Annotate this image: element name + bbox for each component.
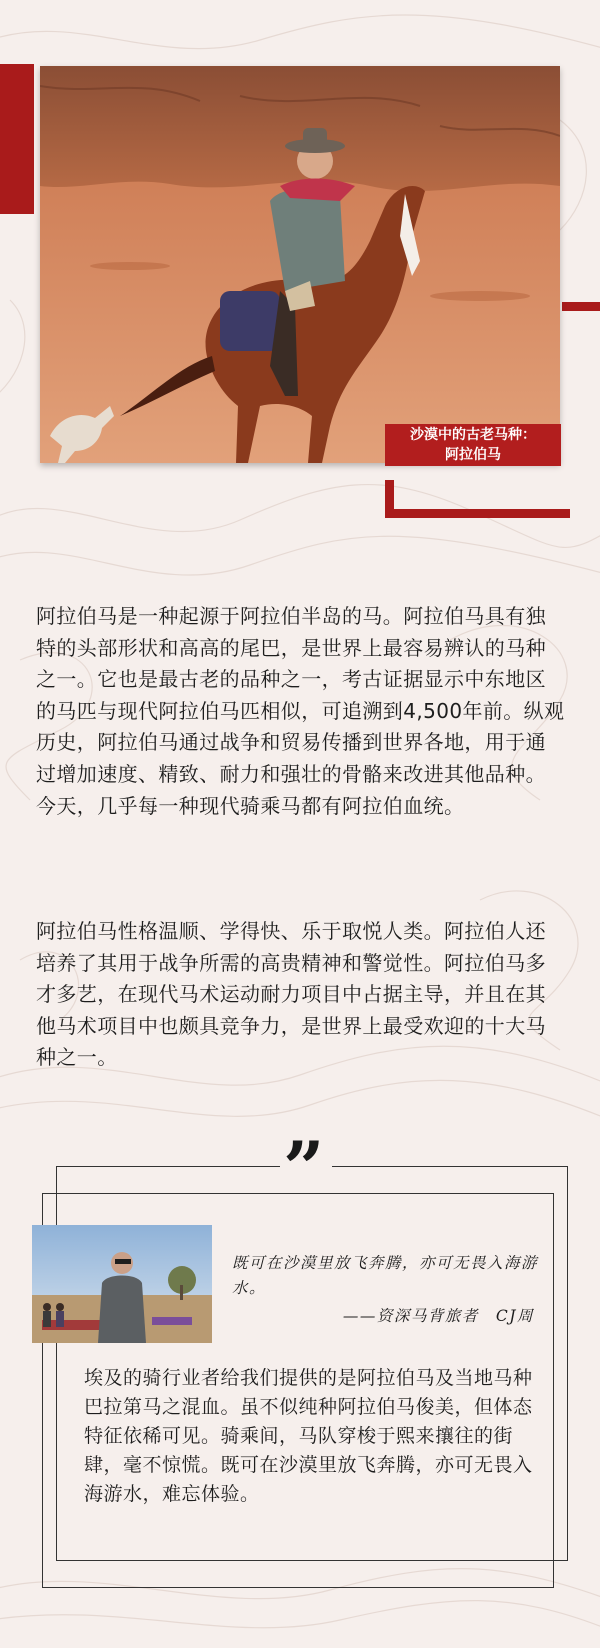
story-paragraph: 埃及的骑行业者给我们提供的是阿拉伯马及当地马种巴拉第马之混血。虽不似纯种阿拉伯马俊美，但体态特征依稀可见。骑乘间，马队穿梭于熙来攘往的街肆，毫不惊慌。既可在沙漠里放飞奔腾，亦可无畏入海游水，难忘体验。 bbox=[84, 1367, 533, 1505]
article-paragraph-2: 阿拉伯马性格温顺、学得快、乐于取悦人类。阿拉伯人还培养了其用于战争所需的高贵精神和警觉性。阿拉伯马多才多艺，在现代马术运动耐力项目中占据主导，并且在其他马术项目中也颇具竞争力，是世界上最受欢迎的十大马种之一。 bbox=[36, 919, 546, 1070]
photo-caption bbox=[385, 424, 561, 466]
caption-line-1: 沙漠中的古老马种： bbox=[410, 427, 536, 443]
accent-bar-right bbox=[562, 302, 600, 311]
quote-attribution: ——资深马背旅者 CJ周 bbox=[342, 1307, 534, 1325]
quote-text: 既可在沙漠里放飞奔腾，亦可无畏入海游水。 bbox=[232, 1254, 539, 1297]
accent-bar-left bbox=[0, 64, 34, 214]
article-paragraph-1: 阿拉伯马是一种起源于阿拉伯半岛的马。阿拉伯马具有独特的头部形状和高高的尾巴，是世界上最容易辨认的马种之一。它也是最古老的品种之一，考古证据显示中东地区的马匹与现代阿拉伯马匹相似，可追溯到4,500年前。纵观历史，阿拉伯马通过战争和贸易传播到世界各地，用于通过增加速度、精致、耐力和强壮的骨骼来改进其他品种。今天，几乎每一种现代骑乘马都有阿拉伯血统。 bbox=[36, 604, 565, 818]
arabian-horse-rider-desert-photo bbox=[40, 66, 560, 463]
traveler-photo bbox=[32, 1225, 212, 1343]
hero-photo bbox=[40, 66, 560, 463]
caption-line-2: 阿拉伯马 bbox=[445, 447, 501, 463]
quote-mark-icon: ” bbox=[283, 1125, 325, 1210]
accent-corner-bracket bbox=[385, 480, 570, 518]
traveler-portrait-photo bbox=[32, 1225, 212, 1343]
